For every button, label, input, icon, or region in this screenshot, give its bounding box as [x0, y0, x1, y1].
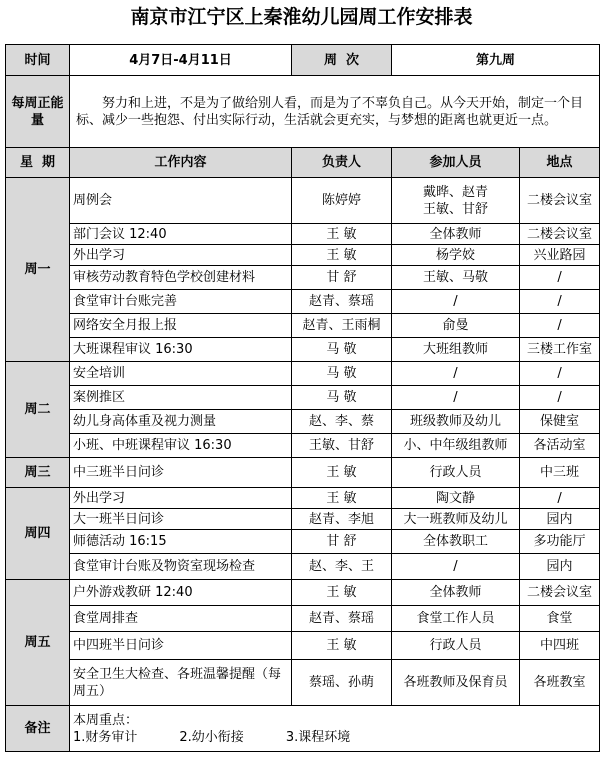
motto-text: 努力和上进，不是为了做给别人看，而是为了不辜负自己。从今天开始，制定一个目标、减少一些抱怨、付出实际行动，生活就会更充实，与梦想的距离也就更近一点。 [70, 76, 600, 148]
notes-item: 1.财务审计 [73, 729, 138, 745]
task-content: 小班、中班课程审议 16:30 [70, 434, 292, 458]
task-content: 网络安全月报上报 [70, 314, 292, 338]
task-location: 保健室 [520, 410, 600, 434]
task-owner: 蔡瑶、孙萌 [292, 660, 392, 706]
task-participants: 王敏、马敬 [392, 266, 520, 290]
task-participants: 戴晔、赵青 王敏、甘舒 [392, 178, 520, 224]
week-label: 周 次 [292, 45, 392, 76]
task-participants: / [392, 290, 520, 314]
task-participants: 俞曼 [392, 314, 520, 338]
table-row [6, 434, 600, 458]
task-participants: 全体教师 [392, 224, 520, 245]
table-row [6, 606, 600, 632]
day-label: 周一 [6, 178, 70, 362]
table-row [6, 245, 600, 266]
task-location: 食堂 [520, 606, 600, 632]
header-participants: 参加人员 [392, 148, 520, 178]
task-location: / [520, 266, 600, 290]
task-participants: 各班教师及保育员 [392, 660, 520, 706]
task-participants: 班级教师及幼儿 [392, 410, 520, 434]
task-location: 中四班 [520, 632, 600, 660]
task-owner: 赵、李、王 [292, 554, 392, 580]
table-row [6, 178, 600, 224]
task-participants: / [392, 362, 520, 386]
task-location: 二楼会议室 [520, 178, 600, 224]
table-row [6, 660, 600, 706]
day-label: 周五 [6, 580, 70, 706]
task-owner: 赵青、蔡瑶 [292, 606, 392, 632]
task-participants: 大一班教师及幼儿 [392, 509, 520, 530]
task-participants: 大班组教师 [392, 338, 520, 362]
motto-row [6, 76, 600, 148]
task-owner: 赵青、蔡瑶 [292, 290, 392, 314]
task-content: 户外游戏教研 12:40 [70, 580, 292, 606]
task-location: 各班教室 [520, 660, 600, 706]
notes-items [73, 729, 596, 746]
task-location: 三楼工作室 [520, 338, 600, 362]
table-row [6, 314, 600, 338]
task-content: 幼儿身高体重及视力测量 [70, 410, 292, 434]
task-participants: / [392, 386, 520, 410]
task-participants: 杨学姣 [392, 245, 520, 266]
task-location: / [520, 290, 600, 314]
week-value: 第九周 [392, 45, 600, 76]
task-content: 中三班半日问诊 [70, 458, 292, 488]
task-owner: 王敏、甘舒 [292, 434, 392, 458]
task-content: 食堂审计台账完善 [70, 290, 292, 314]
table-row [6, 458, 600, 488]
task-location: / [520, 386, 600, 410]
notes-label: 备注 [6, 706, 70, 752]
task-location: 中三班 [520, 458, 600, 488]
page-title: 南京市江宁区上秦淮幼儿园周工作安排表 [130, 6, 473, 28]
task-owner: 赵青、李旭 [292, 509, 392, 530]
task-participants: 陶文静 [392, 488, 520, 509]
notes-content [70, 706, 600, 752]
task-owner: 赵、李、蔡 [292, 410, 392, 434]
schedule-table [5, 44, 600, 752]
task-participants: 行政人员 [392, 632, 520, 660]
day-label: 周三 [6, 458, 70, 488]
task-owner: 王 敏 [292, 632, 392, 660]
task-location: 二楼会议室 [520, 580, 600, 606]
table-row [6, 632, 600, 660]
task-owner: 甘 舒 [292, 530, 392, 554]
table-row [6, 266, 600, 290]
table-row [6, 580, 600, 606]
notes-item: 3.课程环境 [285, 729, 351, 745]
task-content: 审核劳动教育特色学校创建材料 [70, 266, 292, 290]
task-location: 兴业路园 [520, 245, 600, 266]
day-label: 周二 [6, 362, 70, 458]
task-owner: 王 敏 [292, 580, 392, 606]
notes-heading: 本周重点： [73, 712, 139, 728]
task-content: 师德活动 16:15 [70, 530, 292, 554]
task-content: 安全卫生大检查、各班温馨提醒（每周五） [70, 660, 292, 706]
task-content: 外出学习 [70, 245, 292, 266]
task-owner: 马 敬 [292, 362, 392, 386]
task-owner: 赵青、王雨桐 [292, 314, 392, 338]
header-location: 地点 [520, 148, 600, 178]
task-owner: 王 敏 [292, 245, 392, 266]
task-participants: 行政人员 [392, 458, 520, 488]
task-location: 各活动室 [520, 434, 600, 458]
task-owner: 甘 舒 [292, 266, 392, 290]
task-content: 外出学习 [70, 488, 292, 509]
header-day: 星 期 [6, 148, 70, 178]
task-location: 园内 [520, 509, 600, 530]
table-row [6, 224, 600, 245]
motto-label: 每周正能量 [6, 76, 70, 148]
task-participants: 全体教师 [392, 580, 520, 606]
table-row [6, 386, 600, 410]
table-row [6, 509, 600, 530]
header-content: 工作内容 [70, 148, 292, 178]
info-row [6, 45, 600, 76]
task-owner: 王 敏 [292, 488, 392, 509]
task-participants: 小、中年级组教师 [392, 434, 520, 458]
time-label: 时间 [6, 45, 70, 76]
task-content: 大一班半日问诊 [70, 509, 292, 530]
table-row [6, 410, 600, 434]
task-owner: 王 敏 [292, 458, 392, 488]
task-content: 部门会议 12:40 [70, 224, 292, 245]
task-location: / [520, 488, 600, 509]
task-content: 周例会 [70, 178, 292, 224]
header-owner: 负责人 [292, 148, 392, 178]
table-row [6, 488, 600, 509]
header-row [6, 148, 600, 178]
notes-row [6, 706, 600, 752]
task-participants: / [392, 554, 520, 580]
day-label: 周四 [6, 488, 70, 580]
task-owner: 马 敬 [292, 386, 392, 410]
time-value: 4月7日-4月11日 [70, 45, 292, 76]
notes-item: 2.幼小衔接 [179, 729, 244, 745]
table-row [6, 362, 600, 386]
task-location: 园内 [520, 554, 600, 580]
task-participants: 全体教职工 [392, 530, 520, 554]
task-location: / [520, 362, 600, 386]
task-content: 案例推区 [70, 386, 292, 410]
table-row [6, 530, 600, 554]
task-owner: 王 敏 [292, 224, 392, 245]
task-participants: 食堂工作人员 [392, 606, 520, 632]
task-location: 多功能厅 [520, 530, 600, 554]
task-content: 安全培训 [70, 362, 292, 386]
table-row [6, 338, 600, 362]
task-owner: 马 敬 [292, 338, 392, 362]
task-location: / [520, 314, 600, 338]
task-content: 食堂审计台账及物资室现场检查 [70, 554, 292, 580]
task-content: 食堂周排查 [70, 606, 292, 632]
table-row [6, 554, 600, 580]
task-content: 中四班半日问诊 [70, 632, 292, 660]
task-location: 二楼会议室 [520, 224, 600, 245]
task-owner: 陈婷婷 [292, 178, 392, 224]
table-row [6, 290, 600, 314]
task-content: 大班课程审议 16:30 [70, 338, 292, 362]
